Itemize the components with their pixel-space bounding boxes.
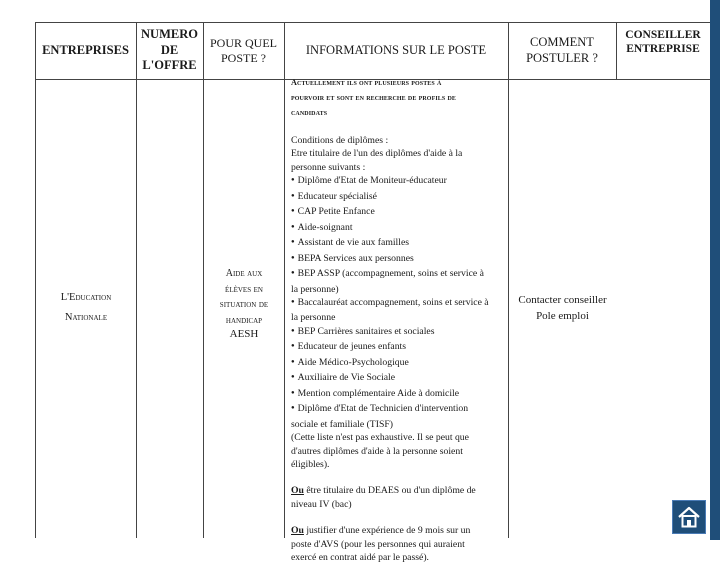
poste-line: situation de xyxy=(219,299,269,310)
header-entreprises-label: ENTREPRISES xyxy=(42,42,129,57)
info-alternative-2 xyxy=(291,524,507,564)
header-conseiller-line: ENTREPRISE xyxy=(626,43,700,55)
header-comment-line: POSTULER ? xyxy=(526,50,598,65)
info-line: être titulaire du DEAES ou d'un diplôme de xyxy=(303,485,476,497)
header-poste xyxy=(203,22,284,79)
info-line: Conditions de diplômes : xyxy=(291,135,389,146)
info-note-line: (Cette liste n'est pas exhaustive. Il se peut que xyxy=(291,432,469,444)
header-entreprises xyxy=(35,22,136,79)
header-informations xyxy=(284,22,508,79)
diploma-bullet-cont: la personne) xyxy=(291,283,339,295)
info-conditions xyxy=(291,134,507,471)
comment-postuler-cell xyxy=(509,292,616,324)
header-comment-line: COMMENT xyxy=(530,34,594,49)
header-conseiller-line: CONSEILLER xyxy=(625,28,701,41)
diploma-bullet: ● Educateur spécialisé xyxy=(291,190,507,205)
diploma-bullet: ● Diplôme d'Etat de Technicien d'intervention xyxy=(291,402,507,417)
info-cell xyxy=(291,75,507,565)
header-conseiller xyxy=(616,22,710,62)
header-poste-line: POUR QUEL xyxy=(209,35,277,50)
header-informations-label: INFORMATIONS SUR LE POSTE xyxy=(305,42,487,57)
info-alternative-1 xyxy=(291,484,507,511)
diploma-bullet-cont: la personne xyxy=(291,312,336,324)
home-icon xyxy=(676,504,702,530)
info-line: Etre titulaire de l'un des diplômes d'aide à la xyxy=(291,148,463,160)
diploma-bullet: ● Mention complémentaire Aide à domicile xyxy=(291,387,507,402)
info-lead-line: pourvoir et sont en recherche de profils de xyxy=(291,93,456,102)
col-divider-4 xyxy=(508,22,509,538)
info-note-line: éligibles). xyxy=(291,458,330,470)
diploma-bullet-cont: sociale et familiale (TISF) xyxy=(291,418,393,430)
info-lead xyxy=(291,75,507,120)
col-divider-3 xyxy=(284,22,285,538)
comment-line: Contacter conseiller xyxy=(518,294,607,306)
or-keyword: Ou xyxy=(291,525,304,537)
diploma-bullet: ● Educateur de jeunes enfants xyxy=(291,340,507,355)
diploma-bullet: ● CAP Petite Enfance xyxy=(291,205,507,220)
diploma-bullet: ● Aide Médico-Psychologique xyxy=(291,356,507,371)
info-line: personne suivants : xyxy=(291,161,366,173)
info-lead-line: candidats xyxy=(291,108,328,117)
info-line: justifier d'une expérience de 9 mois sur un xyxy=(303,525,471,537)
poste-line: handicap xyxy=(225,314,263,326)
diploma-bullet: ● BEP ASSP (accompagnement, soins et service à xyxy=(291,267,507,282)
entreprise-name-line: L'Education xyxy=(60,292,112,303)
home-button[interactable] xyxy=(672,500,706,534)
col-divider-1 xyxy=(136,22,137,538)
info-lead-line: Actuellement ils ont plusieurs postes à xyxy=(291,78,442,87)
comment-line: Pole emploi xyxy=(536,310,589,322)
info-note-line: d'autres diplômes d'aide à la personne soient xyxy=(291,445,463,457)
header-comment xyxy=(508,22,616,79)
diploma-bullet: ● Diplôme d'Etat de Moniteur-éducateur xyxy=(291,174,507,189)
header-numero-line: NUMERO xyxy=(141,27,198,42)
header-poste-line: POSTE ? xyxy=(221,50,266,65)
or-keyword: Ou xyxy=(291,485,304,497)
side-accent-bar xyxy=(710,0,720,540)
poste-code: AESH xyxy=(229,328,259,340)
header-numero-line: DE xyxy=(160,42,179,57)
info-line: exercé en contrat aidé par le passé). xyxy=(291,552,429,564)
diploma-bullet: ● BEPA Services aux personnes xyxy=(291,252,507,267)
entreprise-name-line: Nationale xyxy=(64,311,108,323)
poste-line: élèves en xyxy=(225,283,263,295)
diploma-bullet: ● BEP Carrières sanitaires et sociales xyxy=(291,325,507,340)
header-numero-line: L'OFFRE xyxy=(142,58,197,73)
diploma-bullet: ● Baccalauréat accompagnement, soins et service à xyxy=(291,296,507,311)
header-numero xyxy=(136,22,203,79)
poste-cell xyxy=(204,266,284,343)
info-line: niveau IV (bac) xyxy=(291,498,352,510)
entreprise-cell xyxy=(36,288,136,328)
info-line: poste d'AVS (pour les personnes qui auraient xyxy=(291,538,465,550)
diploma-bullet: ● Auxiliaire de Vie Sociale xyxy=(291,371,507,386)
poste-line: Aide aux xyxy=(225,268,263,279)
diploma-bullet: ● Assistant de vie aux familles xyxy=(291,236,507,251)
diploma-bullet: ● Aide-soignant xyxy=(291,221,507,236)
